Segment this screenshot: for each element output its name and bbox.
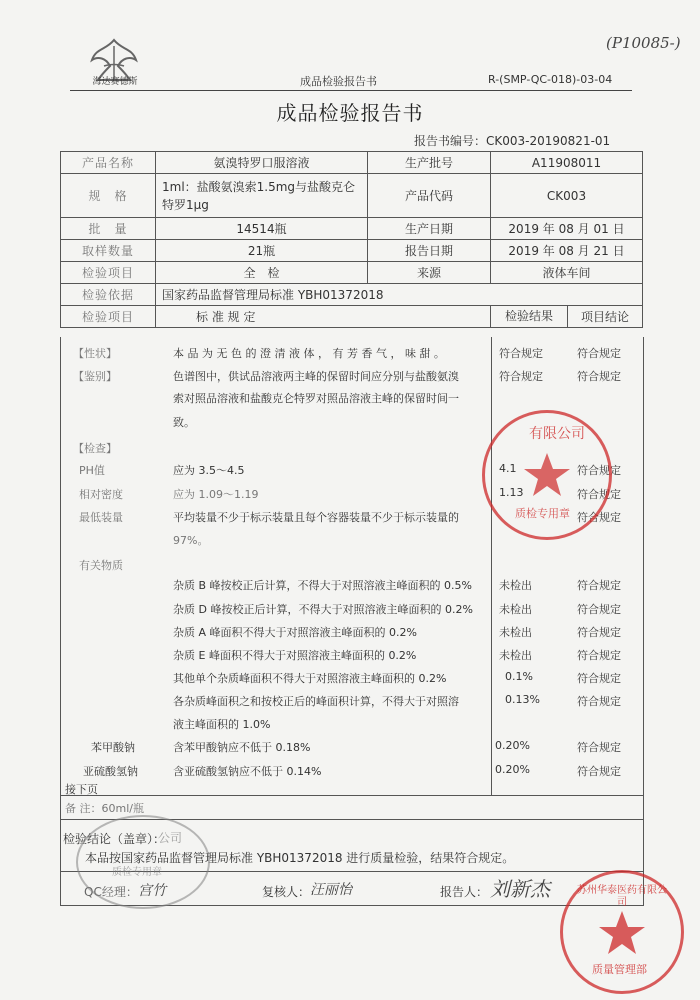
prod-date-label: 生产日期 xyxy=(368,218,491,240)
quality-seal-c xyxy=(560,870,684,994)
imp-e-standard: 杂质 E 峰面积不得大于对照溶液主峰面积的 0.2% xyxy=(173,649,417,662)
bisulfite-label: 亚硫酸氢钠 xyxy=(83,765,138,778)
imp-other-result: 0.1% xyxy=(505,670,533,683)
benzoate-result: 0.20% xyxy=(495,739,530,752)
code-label: 产品代码 xyxy=(368,174,491,218)
related-label: 有关物质 xyxy=(79,559,123,572)
seal-c-inner: 质量管理部 xyxy=(592,963,647,976)
imp-a-conclusion: 符合规定 xyxy=(577,626,621,639)
reviewer-label: 复核人： xyxy=(262,885,311,899)
qty-label: 批 量 xyxy=(61,218,156,240)
spec-label: 规 格 xyxy=(61,174,156,218)
report-date-label: 报告日期 xyxy=(368,240,491,262)
seal-a-inner: 质检专用章 xyxy=(515,507,570,520)
report-date-value: 2019 年 08 月 21 日 xyxy=(491,240,643,262)
fill-standard-2: 97%。 xyxy=(173,534,209,547)
density-label: 相对密度 xyxy=(79,488,123,501)
header-divider xyxy=(70,90,632,91)
spec-value xyxy=(156,174,368,218)
table-row xyxy=(61,174,643,218)
check-label: 【检查】 xyxy=(73,442,117,455)
imp-d-standard: 杂质 D 峰按校正后计算，不得大于对照溶液主峰面积的 0.2% xyxy=(173,603,473,616)
col-result-conclusion-header xyxy=(491,306,643,328)
table-row xyxy=(61,218,643,240)
header-doc-type: 成品检验报告书 xyxy=(300,75,377,88)
result-divider xyxy=(491,337,492,795)
source-label: 来源 xyxy=(368,262,491,284)
density-conclusion: 符合规定 xyxy=(577,488,621,501)
remark-text: 备 注：60ml/瓶 xyxy=(65,802,144,815)
benzoate-standard: 含苯甲酸钠应不低于 0.18% xyxy=(173,741,311,754)
seal-b-text: 公司 xyxy=(158,831,183,845)
appearance-label: 【性状】 xyxy=(73,347,117,360)
density-standard: 应为 1.09～1.19 xyxy=(173,488,259,501)
conclusion-text: 本品按国家药品监督管理局标准 YBH01372018 进行质量检验，结果符合规定。 xyxy=(85,851,515,865)
qc-manager-signature: 宫竹 xyxy=(138,883,166,899)
table-row xyxy=(61,284,643,306)
spec-line-1: 1ml：盐酸氨溴索1.5mg与盐酸克仑 xyxy=(162,179,356,194)
benzoate-conclusion: 符合规定 xyxy=(577,741,621,754)
table-row xyxy=(61,240,643,262)
bisulfite-conclusion: 符合规定 xyxy=(577,765,621,778)
appearance-conclusion: 符合规定 xyxy=(577,347,621,360)
quality-seal-b xyxy=(76,815,210,909)
col-item-header: 检验项目 xyxy=(61,306,156,328)
sample-label: 取样数量 xyxy=(61,240,156,262)
imp-total-conclusion: 符合规定 xyxy=(577,695,621,708)
bisulfite-result: 0.20% xyxy=(495,763,530,776)
header-doc-code: R-(SMP-QC-018)-03-04 xyxy=(488,73,613,86)
table-row xyxy=(61,262,643,284)
qc-manager-label: QC经理： xyxy=(84,885,138,899)
col-standard-header: 标 准 规 定 xyxy=(156,306,491,328)
product-info-table xyxy=(60,151,643,328)
ph-conclusion: 符合规定 xyxy=(577,464,621,477)
spec-line-2: 特罗1μg xyxy=(162,197,209,212)
imp-a-result: 未检出 xyxy=(499,626,532,639)
imp-total-standard-2: 液主峰面积的 1.0% xyxy=(173,718,271,731)
ident-standard-2: 索对照品溶液和盐酸克仑特罗对照品溶液主峰的保留时间一 xyxy=(173,392,459,405)
item-label: 检验项目 xyxy=(61,262,156,284)
ident-label: 【鉴别】 xyxy=(73,370,117,383)
item-value: 全 检 xyxy=(156,262,368,284)
test-items-section xyxy=(60,337,644,796)
fill-label: 最低装量 xyxy=(79,511,123,524)
page-title: 成品检验报告书 xyxy=(276,101,424,125)
imp-total-result: 0.13% xyxy=(505,693,540,706)
table-row xyxy=(61,306,643,328)
col-result-header: 检验结果 xyxy=(491,306,568,327)
sample-value: 21瓶 xyxy=(156,240,368,262)
logo-text: 海达赛德斯 xyxy=(92,77,138,87)
density-result: 1.13 xyxy=(499,486,524,499)
imp-other-standard: 其他单个杂质峰面积不得大于对照溶液主峰面积的 0.2% xyxy=(173,672,447,685)
imp-d-result: 未检出 xyxy=(499,603,532,616)
fill-conclusion: 符合规定 xyxy=(577,511,621,524)
ident-standard-3: 致。 xyxy=(173,416,195,429)
ident-standard-1: 色谱图中，供试品溶液两主峰的保留时间应分别与盐酸氨溴 xyxy=(173,370,459,383)
ident-conclusion: 符合规定 xyxy=(577,370,621,383)
report-number-label: 报告书编号： xyxy=(414,134,487,148)
imp-other-conclusion: 符合规定 xyxy=(577,672,621,685)
seal-a-text: 有限公司 xyxy=(529,426,585,442)
seal-c-text: 苏州华泰医药有限公司 xyxy=(577,885,667,908)
qty-value: 14514瓶 xyxy=(156,218,368,240)
imp-b-result: 未检出 xyxy=(499,579,532,592)
source-value: 液体车间 xyxy=(491,262,643,284)
ph-result: 4.1 xyxy=(499,462,517,475)
bisulfite-standard: 含亚硫酸氢钠应不低于 0.14% xyxy=(173,765,322,778)
report-number-value: CK003-20190821-01 xyxy=(486,134,611,148)
product-name-value: 氨溴特罗口服溶液 xyxy=(156,152,368,174)
basis-value: 国家药品监督管理局标准 YBH01372018 xyxy=(156,284,643,306)
reviewer-signature: 汪丽怡 xyxy=(310,882,352,898)
batch-label: 生产批号 xyxy=(368,152,491,174)
handwritten-doc-number: (P10085-) xyxy=(606,34,681,52)
ph-standard: 应为 3.5～4.5 xyxy=(173,464,245,477)
reporter-signature: 刘新杰 xyxy=(490,877,550,901)
conclusion-label: 检验结论（盖章）： xyxy=(63,832,166,846)
ident-result: 符合规定 xyxy=(499,370,543,383)
appearance-standard: 本 品 为 无 色 的 澄 清 液 体 ， 有 芳 香 气 ， 味 甜 。 xyxy=(173,347,445,360)
next-page-note: 接下页 xyxy=(65,783,98,796)
fill-standard-1: 平均装量不少于标示装量且每个容器装量不少于标示装量的 xyxy=(173,511,459,524)
imp-d-conclusion: 符合规定 xyxy=(577,603,621,616)
imp-e-conclusion: 符合规定 xyxy=(577,649,621,662)
ph-label: PH值 xyxy=(79,464,105,477)
product-name-label: 产品名称 xyxy=(61,152,156,174)
imp-e-result: 未检出 xyxy=(499,649,532,662)
code-value: CK003 xyxy=(491,174,643,218)
basis-label: 检验依据 xyxy=(61,284,156,306)
imp-b-standard: 杂质 B 峰按校正后计算，不得大于对照溶液主峰面积的 0.5% xyxy=(173,579,472,592)
table-row xyxy=(61,152,643,174)
imp-a-standard: 杂质 A 峰面积不得大于对照溶液主峰面积的 0.2% xyxy=(173,626,417,639)
imp-b-conclusion: 符合规定 xyxy=(577,579,621,592)
batch-value: A11908011 xyxy=(491,152,643,174)
benzoate-label: 苯甲酸钠 xyxy=(91,741,135,754)
appearance-result: 符合规定 xyxy=(499,347,543,360)
prod-date-value: 2019 年 08 月 01 日 xyxy=(491,218,643,240)
reporter-label: 报告人： xyxy=(440,885,489,899)
seal-b-inner: 质检专用章 xyxy=(112,867,162,878)
col-conclusion-header: 项目结论 xyxy=(580,310,629,324)
quality-seal-a xyxy=(482,410,612,540)
report-number xyxy=(414,132,610,149)
imp-total-standard-1: 各杂质峰面积之和按校正后的峰面积计算，不得大于对照溶 xyxy=(173,695,459,708)
